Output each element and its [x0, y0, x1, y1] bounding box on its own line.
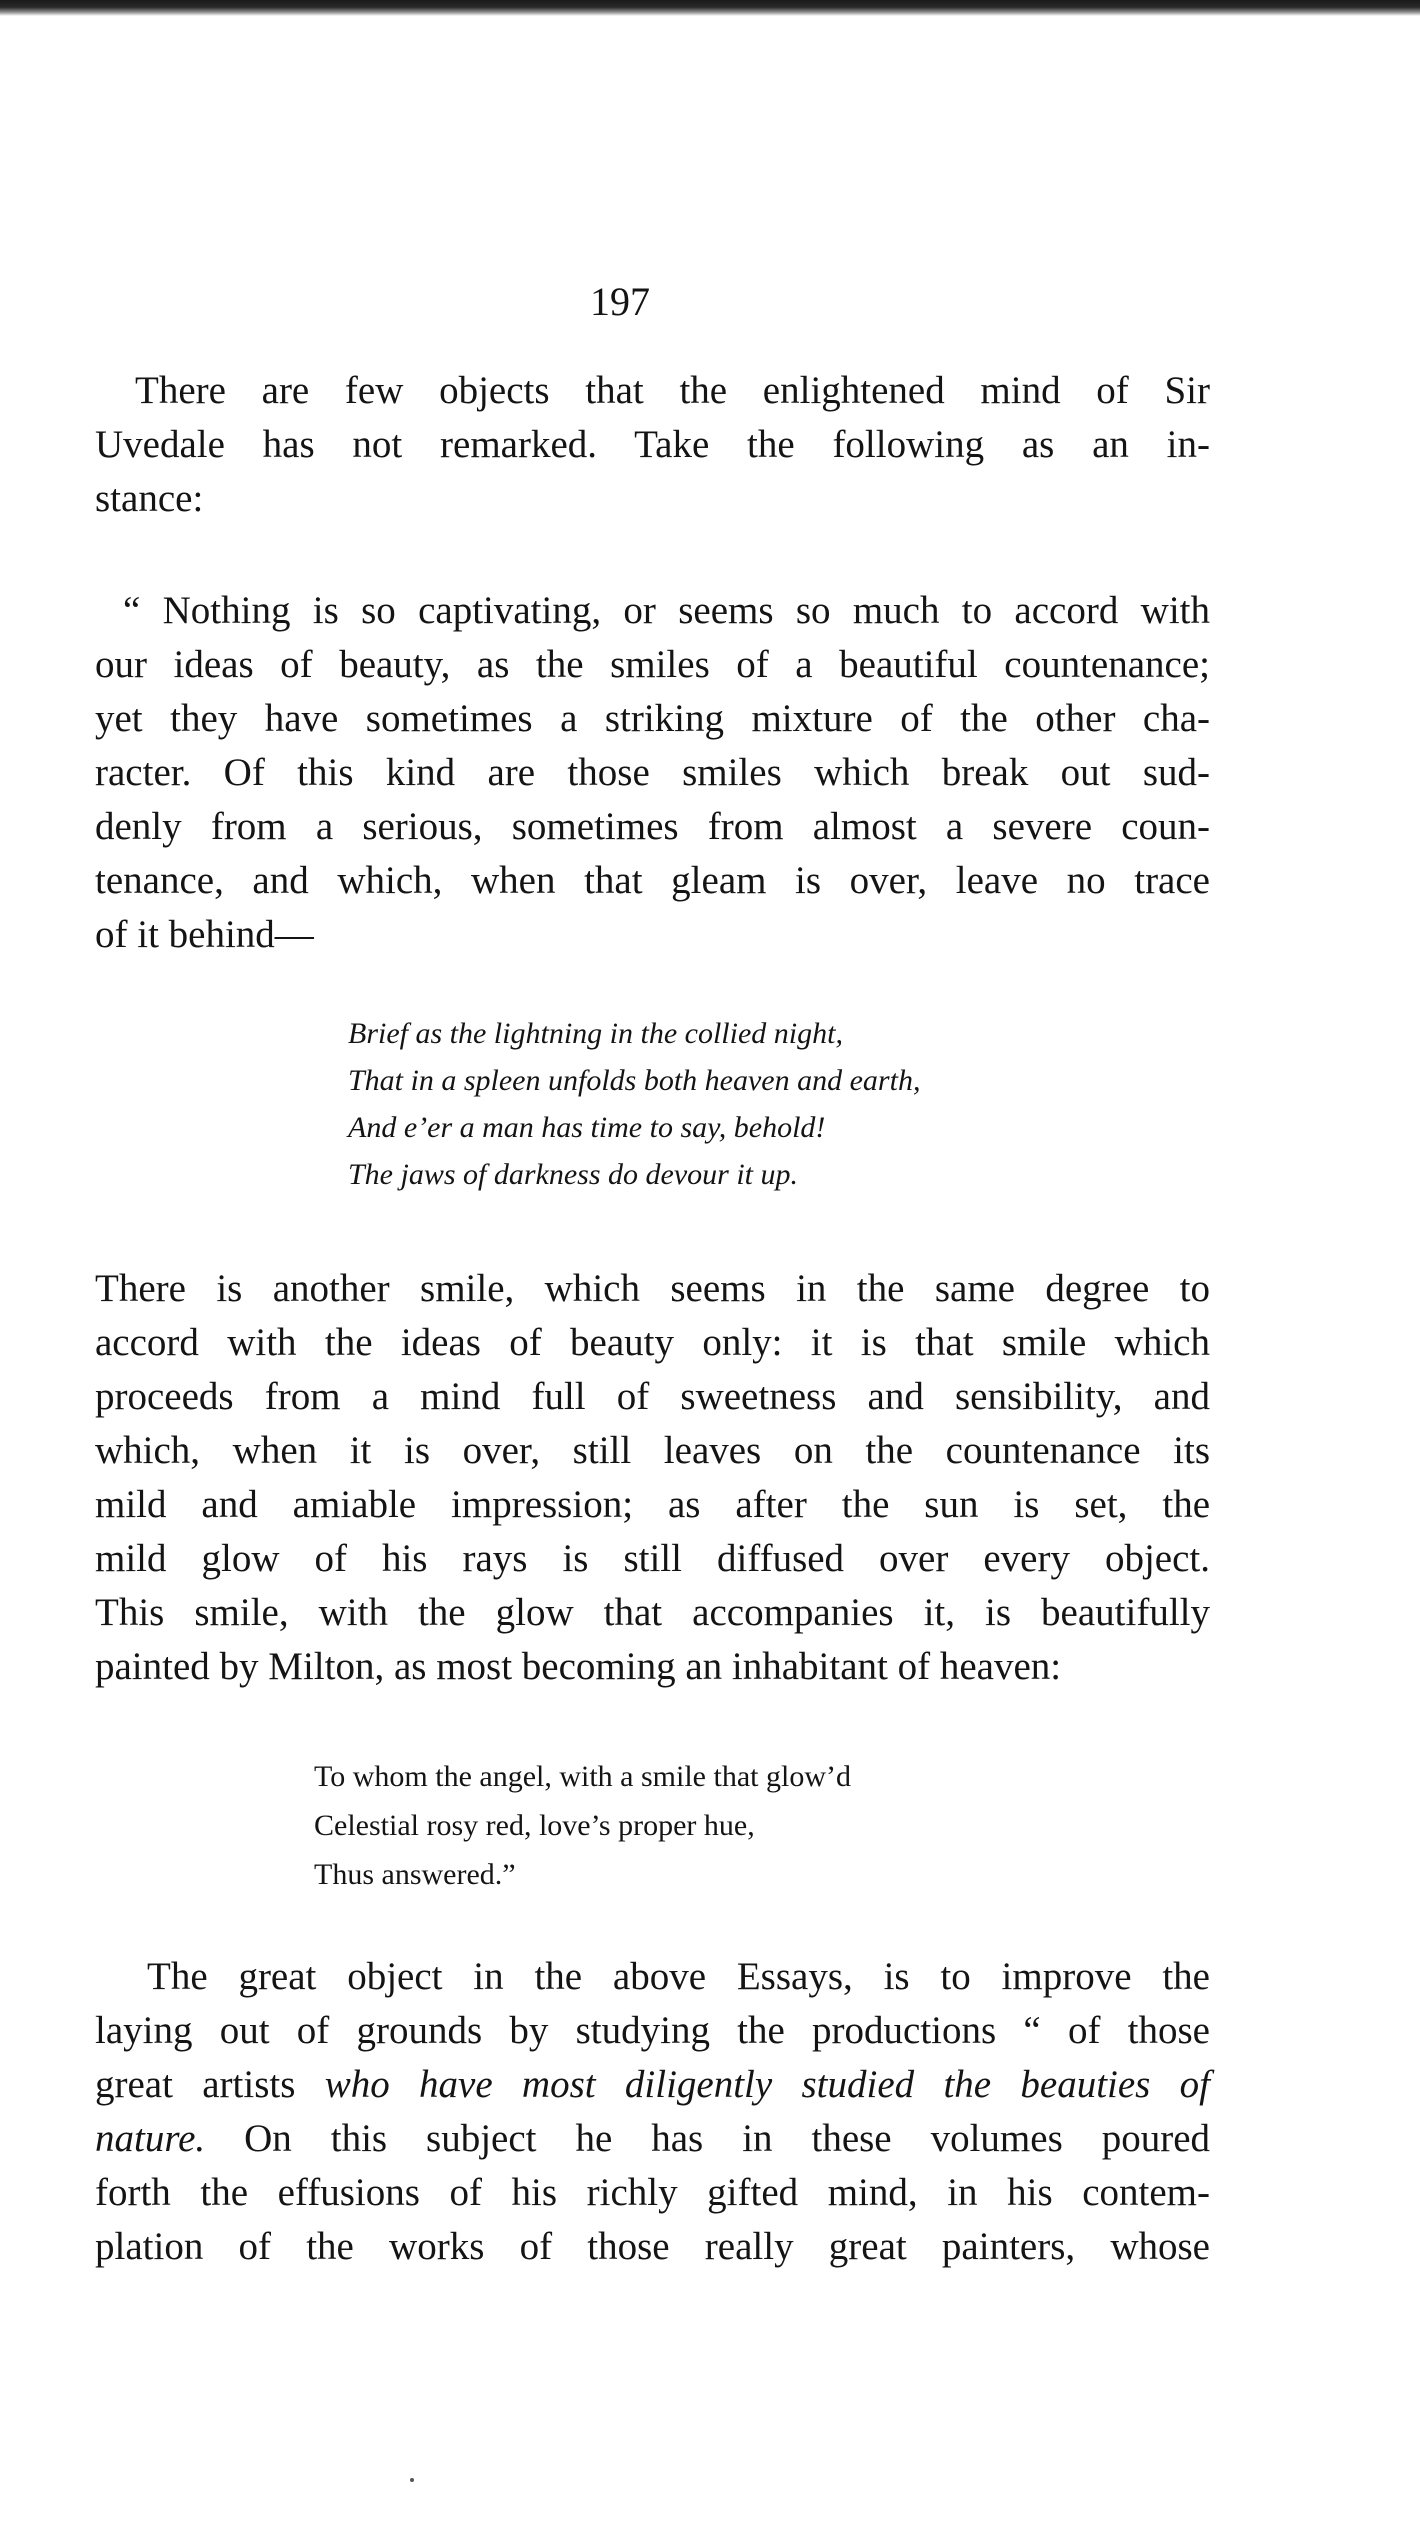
- text-line: our ideas of beauty, as the smiles of a beautiful countenance;: [95, 643, 1210, 686]
- text-line: tenance, and which, when that gleam is over, leave no trace: [95, 859, 1210, 902]
- text-line: There are few objects that the enlightened mind of Sir: [135, 369, 1210, 412]
- paragraph-another-smile: [95, 1262, 1210, 1694]
- paragraph-great-object: [95, 1950, 1210, 2274]
- text-line: Uvedale has not remarked. Take the following as an in-: [95, 423, 1210, 466]
- text-line-mixed: [95, 2112, 1210, 2166]
- verse-line: The jaws of darkness do devour it up.: [348, 1158, 798, 1191]
- text-line: forth the effusions of his richly gifted mind, in his contem-: [95, 2171, 1210, 2214]
- italic-span: who have most diligently studied the beauties of: [324, 2063, 1210, 2106]
- verse-shakespeare: [348, 1010, 920, 1198]
- text-line: This smile, with the glow that accompanies it, is beautifully: [95, 1591, 1210, 1634]
- verse-line: Thus answered.”: [314, 1858, 516, 1891]
- verse-line: And e’er a man has time to say, behold!: [348, 1111, 826, 1144]
- text-line: mild glow of his rays is still diffused over every object.: [95, 1537, 1210, 1580]
- text-line: laying out of grounds by studying the productions “ of those: [95, 2009, 1210, 2052]
- italic-span: nature.: [95, 2117, 206, 2160]
- verse-line: Brief as the lightning in the collied night,: [348, 1017, 843, 1050]
- text-line: mild and amiable impression; as after the sun is set, the: [95, 1483, 1210, 1526]
- text-line: denly from a serious, sometimes from almost a severe coun-: [95, 805, 1210, 848]
- verse-line: That in a spleen unfolds both heaven and earth,: [348, 1064, 921, 1097]
- verse-line: To whom the angel, with a smile that glow’d: [314, 1760, 851, 1793]
- verse-line: Celestial rosy red, love’s proper hue,: [314, 1809, 755, 1842]
- text-line: yet they have sometimes a striking mixture of the other cha-: [95, 697, 1210, 740]
- print-speck: [410, 2478, 414, 2482]
- text-span: great artists: [95, 2063, 325, 2106]
- text-line: stance:: [95, 477, 204, 520]
- text-line: There is another smile, which seems in the same degree to: [95, 1267, 1210, 1310]
- text-line: painted by Milton, as most becoming an inhabitant of heaven:: [95, 1645, 1062, 1688]
- page-number: 197: [590, 279, 650, 324]
- text-line: which, when it is over, still leaves on the countenance its: [95, 1429, 1210, 1472]
- text-line-mixed: [95, 2058, 1210, 2112]
- text-line: plation of the works of those really great painters, whose: [95, 2225, 1210, 2268]
- text-line: “ Nothing is so captivating, or seems so much to accord with: [123, 589, 1210, 632]
- text-line: The great object in the above Essays, is to improve the: [147, 1955, 1210, 1998]
- paragraph-intro: [95, 364, 1210, 526]
- page-top-border: [0, 0, 1420, 16]
- text-line: of it behind—: [95, 913, 314, 956]
- verse-milton: [314, 1752, 851, 1899]
- text-span: On this subject he has in these volumes poured: [205, 2117, 1210, 2160]
- paragraph-quote-smiles: [95, 584, 1210, 962]
- text-line: accord with the ideas of beauty only: it is that smile which: [95, 1321, 1210, 1364]
- text-line: racter. Of this kind are those smiles which break out sud-: [95, 751, 1210, 794]
- text-line: proceeds from a mind full of sweetness and sensibility, and: [95, 1375, 1210, 1418]
